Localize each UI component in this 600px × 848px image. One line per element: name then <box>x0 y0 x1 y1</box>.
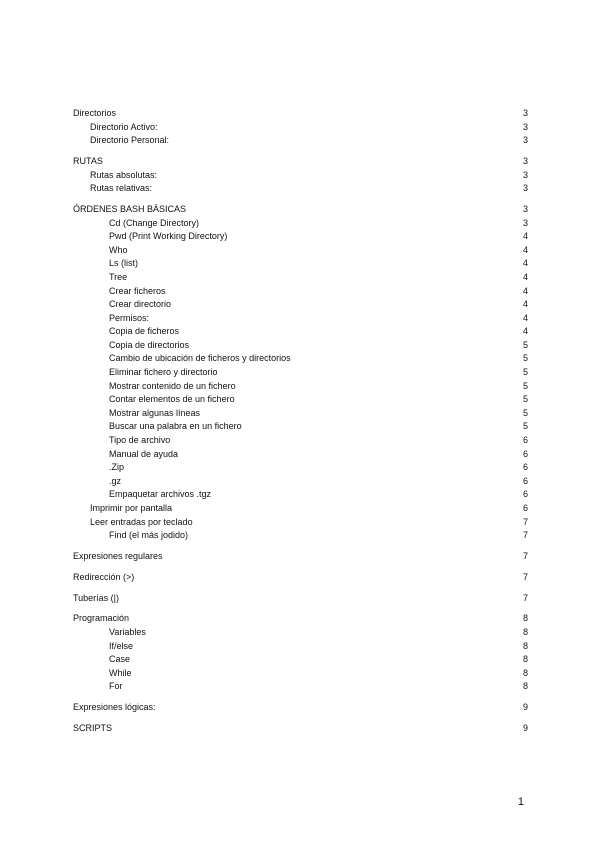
toc-entry-page: 3 <box>522 135 528 146</box>
toc-entry-title: Variables <box>109 626 146 637</box>
toc-entry-title: Ls (list) <box>109 258 138 269</box>
toc-entry-page: 3 <box>522 203 528 214</box>
page-number: 1 <box>517 796 524 808</box>
toc-entry[interactable] <box>73 325 528 339</box>
toc-entry-page: 3 <box>522 169 528 180</box>
toc-entry-title: Imprimir por pantalla <box>90 503 173 513</box>
toc-entry-title: Mostrar contenido de un fichero <box>109 380 236 391</box>
toc-entry-title: .gz <box>109 475 122 486</box>
toc-entry[interactable] <box>73 722 528 736</box>
toc-entry-title: Redirección (>) <box>73 571 135 582</box>
toc-entry-page: 5 <box>522 367 528 378</box>
toc-entry[interactable] <box>73 312 528 326</box>
toc-entry-page: 4 <box>522 258 528 269</box>
toc-entry-title: Tree <box>109 271 128 282</box>
toc-entry-title: Programación <box>73 613 130 624</box>
toc-entry-page: 5 <box>522 421 528 432</box>
toc-entry-page: 7 <box>522 530 528 541</box>
toc-entry-title: Cambio de ubicación de ficheros y directorios <box>109 353 291 364</box>
toc-entry[interactable] <box>73 285 528 299</box>
toc-entry[interactable] <box>73 701 528 715</box>
toc-entry-page: 8 <box>522 640 528 651</box>
toc-entry-page: 7 <box>522 571 528 582</box>
toc-entry-title: Crear directorio <box>109 299 172 310</box>
toc-entry[interactable] <box>73 571 528 585</box>
toc-entry[interactable] <box>73 592 528 606</box>
toc-entry-title: Tuberías (|) <box>73 592 120 603</box>
toc-entry-page: 6 <box>522 462 528 473</box>
toc-entry-page: 9 <box>522 702 528 713</box>
toc-entry-title: Who <box>109 244 128 255</box>
toc-entry[interactable] <box>73 448 528 462</box>
toc-entry[interactable] <box>73 380 528 394</box>
toc-entry[interactable] <box>73 488 528 502</box>
toc-entry-page: 3 <box>522 183 528 194</box>
toc-entry-page: 7 <box>522 516 528 527</box>
toc-entry-page: 5 <box>522 394 528 405</box>
toc-entry-title: Manual de ayuda <box>109 448 179 459</box>
toc-entry-title: Copia de ficheros <box>109 326 180 337</box>
toc-entry[interactable] <box>73 169 528 183</box>
toc-entry[interactable] <box>73 529 528 543</box>
toc-entry[interactable] <box>73 352 528 366</box>
toc-entry-title: Pwd (Print Working Directory) <box>109 231 228 242</box>
toc-entry-title: Contar elementos de un fichero <box>109 394 235 405</box>
toc-entry-page: 8 <box>522 613 528 624</box>
toc-entry-page: 6 <box>522 448 528 459</box>
toc-entry-page: 4 <box>522 271 528 282</box>
toc-entry-page: 8 <box>522 626 528 637</box>
toc-entry-title: Find (el más jodido) <box>109 530 189 541</box>
toc-entry[interactable] <box>73 550 528 564</box>
toc-entry-page: 3 <box>522 155 528 166</box>
toc-entry[interactable] <box>73 107 528 121</box>
toc-entry[interactable] <box>73 230 528 244</box>
toc-entry[interactable] <box>73 461 528 475</box>
toc-entry-title: Buscar una palabra en un fichero <box>109 421 242 432</box>
toc-entry[interactable] <box>73 257 528 271</box>
toc-entry-title: Rutas absolutas: <box>90 169 158 180</box>
toc-entry[interactable] <box>73 640 528 654</box>
toc-entry[interactable] <box>73 475 528 489</box>
toc-entry-title: ÓRDENES BASH BÁSICAS <box>73 203 187 214</box>
toc-entry[interactable] <box>73 298 528 312</box>
toc-entry-page: 4 <box>522 285 528 296</box>
toc-entry-page: 4 <box>522 231 528 242</box>
toc-entry-page: 8 <box>522 654 528 665</box>
toc-entry-title: Mostrar algunas líneas <box>109 407 201 418</box>
toc-entry-page: 7 <box>522 592 528 603</box>
toc-entry[interactable] <box>73 626 528 640</box>
toc-entry-title: Rutas relativas: <box>90 183 153 194</box>
toc-entry-title: Tipo de archivo <box>109 435 171 446</box>
table-of-contents <box>73 107 528 735</box>
toc-entry-page: 7 <box>522 550 528 561</box>
toc-entry[interactable] <box>73 680 528 694</box>
toc-entry-page: 6 <box>522 503 528 513</box>
toc-entry[interactable] <box>73 502 528 516</box>
toc-entry[interactable] <box>73 217 528 231</box>
toc-entry-title: .Zip <box>109 462 125 473</box>
toc-entry-page: 3 <box>522 108 528 118</box>
toc-entry-page: 6 <box>522 475 528 486</box>
toc-entry[interactable] <box>73 121 528 135</box>
toc-entry-page: 3 <box>522 121 528 132</box>
toc-entry-title: Directorios <box>73 108 117 118</box>
toc-entry[interactable] <box>73 134 528 148</box>
toc-entry[interactable] <box>73 339 528 353</box>
toc-entry[interactable] <box>73 434 528 448</box>
toc-entry-title: Crear ficheros <box>109 285 166 296</box>
toc-entry-page: 8 <box>522 667 528 678</box>
toc-entry[interactable] <box>73 667 528 681</box>
toc-entry-title: Eliminar fichero y directorio <box>109 367 218 378</box>
toc-entry-title: Cd (Change Directory) <box>109 217 200 228</box>
toc-entry-page: 8 <box>522 681 528 692</box>
toc-entry-title: Empaquetar archivos .tgz <box>109 489 212 500</box>
toc-entry[interactable] <box>73 420 528 434</box>
toc-entry-page: 4 <box>522 299 528 310</box>
toc-entry-page: 5 <box>522 380 528 391</box>
toc-entry-page: 4 <box>522 312 528 323</box>
toc-entry-title: If/else <box>109 640 134 651</box>
toc-entry-page: 6 <box>522 489 528 500</box>
toc-entry-title: Copia de directorios <box>109 339 190 350</box>
toc-entry-title: Directorio Activo: <box>90 121 158 132</box>
toc-entry[interactable] <box>73 203 528 217</box>
toc-entry-title: Permisos: <box>109 312 150 323</box>
toc-entry-title: Case <box>109 654 131 665</box>
toc-entry-title: Directorio Personal: <box>90 135 170 146</box>
toc-entry-title: Expresiones lógicas: <box>73 702 156 713</box>
toc-entry[interactable] <box>73 393 528 407</box>
toc-entry[interactable] <box>73 516 528 530</box>
toc-entry-title: While <box>109 667 132 678</box>
toc-entry-page: 3 <box>522 217 528 228</box>
toc-entry[interactable] <box>73 155 528 169</box>
toc-entry-title: RUTAS <box>73 155 103 166</box>
toc-entry[interactable] <box>73 407 528 421</box>
toc-entry[interactable] <box>73 653 528 667</box>
toc-entry-page: 6 <box>522 435 528 446</box>
toc-entry-title: For <box>109 681 123 692</box>
toc-entry-title: SCRIPTS <box>73 722 113 733</box>
toc-entry[interactable] <box>73 612 528 626</box>
toc-entry[interactable] <box>73 182 528 196</box>
toc-entry-page: 9 <box>522 722 528 733</box>
toc-entry-title: Expresiones regulares <box>73 550 163 561</box>
toc-entry[interactable] <box>73 244 528 258</box>
toc-entry-title: Leer entradas por teclado <box>90 516 193 527</box>
toc-entry[interactable] <box>73 271 528 285</box>
toc-entry-page: 5 <box>522 353 528 364</box>
toc-entry[interactable] <box>73 366 528 380</box>
toc-entry-page: 5 <box>522 407 528 418</box>
toc-entry-page: 4 <box>522 244 528 255</box>
toc-entry-page: 4 <box>522 326 528 337</box>
toc-entry-page: 5 <box>522 339 528 350</box>
